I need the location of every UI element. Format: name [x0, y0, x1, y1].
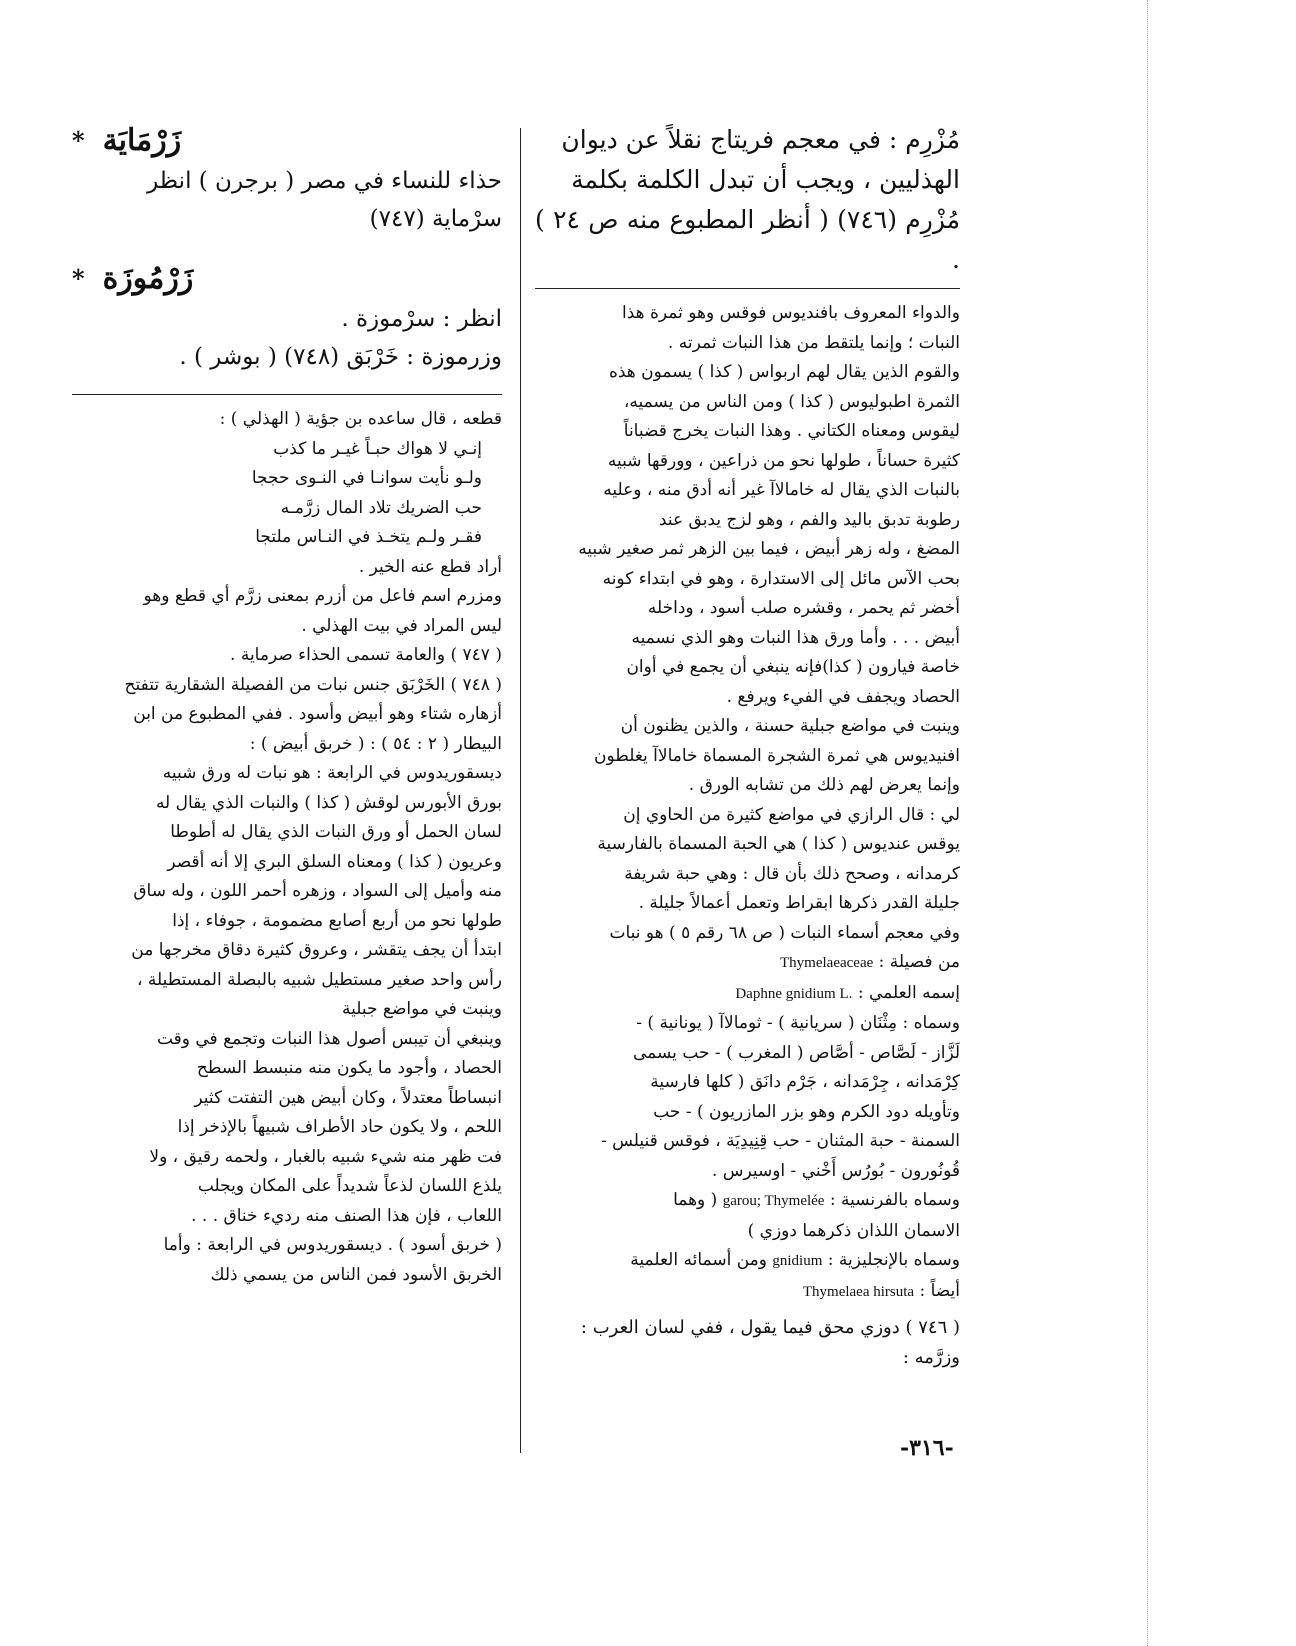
entry-zarmuza — [72, 258, 502, 376]
note-line: يوقس عنديوس ( كذا ) هي الحبة المسماة بالفارسية — [597, 834, 960, 854]
note-line: ابتدأ أن يجف يتقشر ، وعروق كثيرة دقاق مخرجها من — [131, 940, 502, 960]
note-line: طولها نحو من أربع أصابع مضمومة ، جوفاء ، إذا — [172, 910, 502, 931]
note-line: كثيرة حساناً ، طولها نحو من ذراعين ، وورقها شبيه — [607, 450, 960, 471]
notes-block — [72, 405, 502, 1290]
verse-line: ولـو نأيت سوانـا في النـوى حججا — [251, 468, 482, 488]
entry-mozrim — [535, 120, 960, 280]
family-line — [535, 948, 960, 979]
en-line2: أيضاً : — [919, 1280, 960, 1301]
page-edge-line — [1147, 0, 1149, 1646]
notes-block — [535, 299, 960, 1307]
note-line: جليلة القدر ذكرها ابقراط وتعمل أعمالاً جليلة . — [638, 893, 960, 913]
note-line: بحب الآس مائل إلى الاستدارة ، وهو في ابتداء كونه — [602, 568, 960, 589]
note-line: وفي معجم أسماء النبات ( ص ٦٨ رقم ٥ ) هو نبات — [609, 922, 960, 943]
note-line: أزهاره شتاء وهو أبيض وأسود . ففي المطبوع من ابن — [133, 704, 502, 724]
note-line: الحصاد ويجفف في الفيء ويرفع . — [726, 686, 960, 707]
lemma-title: زَرْمُوزَة — [102, 261, 194, 296]
note-line: النبات ؛ وإنما يلتقط من هذا النبات ثمرته . — [667, 332, 960, 353]
note-line: افنيديوس هي ثمرة الشجرة المسماة خامالاآ يغلطون — [593, 745, 960, 766]
note-line: اللحم ، ولا يكون حاد الأطراف شبيهاً بالإذخر إذا — [177, 1117, 502, 1137]
fr-latin: garou; Thymelée — [722, 1193, 825, 1209]
note-line: منه وأميل إلى السواد ، وزهره أحمر اللون ، وله ساق — [133, 881, 502, 901]
note-line: وينبت في مواضع جبلية — [341, 999, 502, 1019]
fr-after: ( وهما — [673, 1190, 718, 1210]
note-line: أبيض . . . وأما ورق هذا النبات وهو الذي نسميه — [631, 627, 960, 648]
en-latin: gnidium — [772, 1253, 823, 1269]
note-line: وسماه : مِثْنَان ( سريانية ) - ثومالاآ ( يونانية ) - — [636, 1013, 960, 1033]
note-line: كِرْمَدانه ، جِرْمَدانه ، جَرْم دانَق ( كلها فارسية — [650, 1072, 960, 1092]
en-latin2: Thymelaea hirsuta — [802, 1283, 915, 1300]
page-number: -٣١٦- — [900, 1435, 954, 1461]
note-line: المضغ ، وله زهر أبيض ، فيما بين الزهر ثمر صغير شبيه — [578, 539, 960, 559]
note-line: وتأويله دود الكرم وهو بزر المازريون ) - حب — [653, 1101, 960, 1122]
note-line: ومزرم اسم فاعل من أزرم بمعنى زرَّم أي قطع وهو — [143, 586, 502, 606]
note-line: وعريون ( كذا ) ومعناه السلق البري إلا أنه أقصر — [167, 851, 502, 872]
note-line: لي : قال الرازي في مواضع كثيرة من الحاوي إن — [623, 804, 960, 825]
note-line: انبساطاً معتدلاً ، وكان أبيض هين التفتت كثير — [194, 1087, 502, 1108]
note-line: أراد قطع عنه الخير . — [358, 556, 502, 577]
note-line: أخضر ثم يحمر ، وقشره صلب أسود ، وداخله — [647, 598, 960, 618]
note-line: والدواء المعروف بافنديوس فوقس وهو ثمرة هذا — [621, 303, 960, 323]
entry-line: مُزْرِم (٧٤٦) ( أنظر المطبوع منه ص ٢٤ ) . — [535, 205, 961, 274]
note-line: ( ٧٤٨ ) الخَرْبَق جنس نبات من الفصيلة الشقارية تتفتح — [124, 674, 502, 695]
entry-line: الهذليين ، ويجب أن تبدل الكلمة بكلمة — [571, 165, 960, 194]
footnote-746: ( ٧٤٦ ) دوزي محق فيما يقول ، ففي لسان العرب : وزرَّمه : — [580, 1317, 960, 1368]
en-after: ومن أسمائه العلمية — [630, 1250, 767, 1270]
note-line: اللعاب ، فإن هذا الصنف منه رديء خناق . . . — [191, 1205, 502, 1226]
note-line: والقوم الذين يقال لهم اربواس ( كذا ) يسمون هذه — [608, 362, 960, 382]
note-line: خاصة فيارون ( كذا)فإنه ينبغي أن يجمع في أوان — [626, 657, 960, 677]
note-line: رأس واحد صغير مستطيل شبيه بالبصلة المستطيلة ، — [136, 969, 502, 990]
note-line: ليقوس ومعناه الكتاني . وهذا النبات يخرج قضباناً — [623, 421, 960, 441]
section-rule — [72, 394, 502, 395]
note-line: لسان الحمل أو ورق النبات الذي يقال له أطوطا — [170, 822, 502, 842]
note-line: كرمدانه ، وصحح ذلك بأن قال : وهي حبة شريفة — [624, 863, 960, 884]
note-line: الاسمان اللذان ذكرهما دوزي ) — [747, 1220, 960, 1241]
en-label: وسماه بالإنجليزية : — [827, 1250, 960, 1270]
note-line: رطوبة تدبق باليد والفم ، وهو لزج يدبق عند — [658, 509, 960, 530]
note-line: الخربق الأسود فمن الناس من يسمي ذلك — [210, 1264, 502, 1285]
note-line: بالنبات الذي يقال له خامالاآ غير أنه أدق منه ، وعليه — [603, 480, 960, 500]
lemma-title: زَرْمَايَة — [102, 123, 182, 158]
note-line: وينبت في مواضع جبلية حسنة ، والذين يظنون أن — [620, 716, 960, 736]
note-line: قُونُورون - بُورُس أَخْني - اوسيرس . — [711, 1160, 960, 1181]
asterisk-icon: * — [72, 126, 85, 155]
note-line: ديسقوريدوس في الرابعة : هو نبات له ورق شبيه — [162, 763, 502, 783]
entry-line: مُزْرِم : في معجم فريتاج نقلاً عن ديوان — [561, 125, 960, 154]
scientific-name-line — [535, 979, 960, 1010]
note-line: يلذع اللسان لذعاً شديداً على المكان ويجلب — [197, 1176, 502, 1196]
lemma-row — [72, 258, 502, 300]
note-line: السمنة - حبة المثنان - حب قِنِيدِيَة ، فوقس قنيلس - — [600, 1131, 960, 1151]
asterisk-icon: * — [72, 264, 85, 293]
note-line: البيطار ( ٢ : ٥٤ ) : ( خربق أبيض ) : — [249, 733, 502, 754]
note-line: الثمرة اطبوليوس ( كذا ) ومن الناس من يسميه، — [623, 391, 960, 412]
note-line: ( ٧٤٧ ) والعامة تسمى الحذاء صرماية . — [230, 645, 502, 665]
french-line — [535, 1186, 960, 1217]
lemma-row — [72, 120, 502, 162]
note-line: فت ظهر منه شيء شبيه بالغبار ، ولحمه رقيق ، ولا — [149, 1146, 502, 1167]
note-line: لَزَّاز - لَصَّاص - أصَّاص ( المغرب ) - حب يسمى — [633, 1042, 960, 1063]
entry-zarmaya — [72, 120, 502, 238]
entry-line: حذاء للنساء في مصر ( برجرن ) انظر — [147, 168, 502, 194]
note-line: ( خربق أسود ) . ديسقوريدوس في الرابعة : وأما — [163, 1235, 502, 1255]
family-latin: Thymelaeaceae — [780, 955, 874, 971]
sci-label: إسمه العلمي : — [857, 982, 960, 1003]
entry-line: وزرموزة : خَرْبَق (٧٤٨) ( بوشر ) . — [179, 344, 502, 370]
verse-line: حب الضريك تلاد المال زرَّمـه — [280, 497, 482, 518]
fr-label: وسماه بالفرنسية : — [829, 1190, 960, 1210]
right-column — [535, 120, 960, 1373]
english-line-2 — [535, 1277, 960, 1308]
column-divider — [520, 128, 521, 1453]
verse-line: فقـر ولـم يتخـذ في النـاس ملتجا — [255, 527, 482, 547]
note-line: الحصاد ، وأجود ما يكون منه منبسط السطح — [196, 1058, 502, 1078]
note-line: قطعه ، قال ساعده بن جؤية ( الهذلي ) : — [219, 409, 502, 429]
note-line: بورق الأبورس لوقش ( كذا ) والنبات الذي يقال له — [155, 792, 502, 813]
left-column — [72, 120, 502, 1290]
section-rule — [535, 288, 960, 289]
entry-line: انظر : سرْموزة . — [341, 306, 502, 332]
family-label: من فصيلة : — [878, 952, 960, 972]
verse-line: إنـي لا هواك حبـاً غيـر ما كذب — [273, 438, 482, 459]
english-line — [535, 1246, 960, 1277]
note-line: وإنما يعرض لهم ذلك من تشابه الورق . — [688, 775, 960, 795]
sci-latin: Daphne gnidium L. — [735, 985, 853, 1002]
entry-line: سرْماية (٧٤٧) — [369, 206, 502, 232]
note-line: ليس المراد في بيت الهذلي . — [301, 615, 502, 636]
note-line: وينبغي أن تيبس أصول هذا النبات وتجمع في وقت — [156, 1028, 502, 1049]
